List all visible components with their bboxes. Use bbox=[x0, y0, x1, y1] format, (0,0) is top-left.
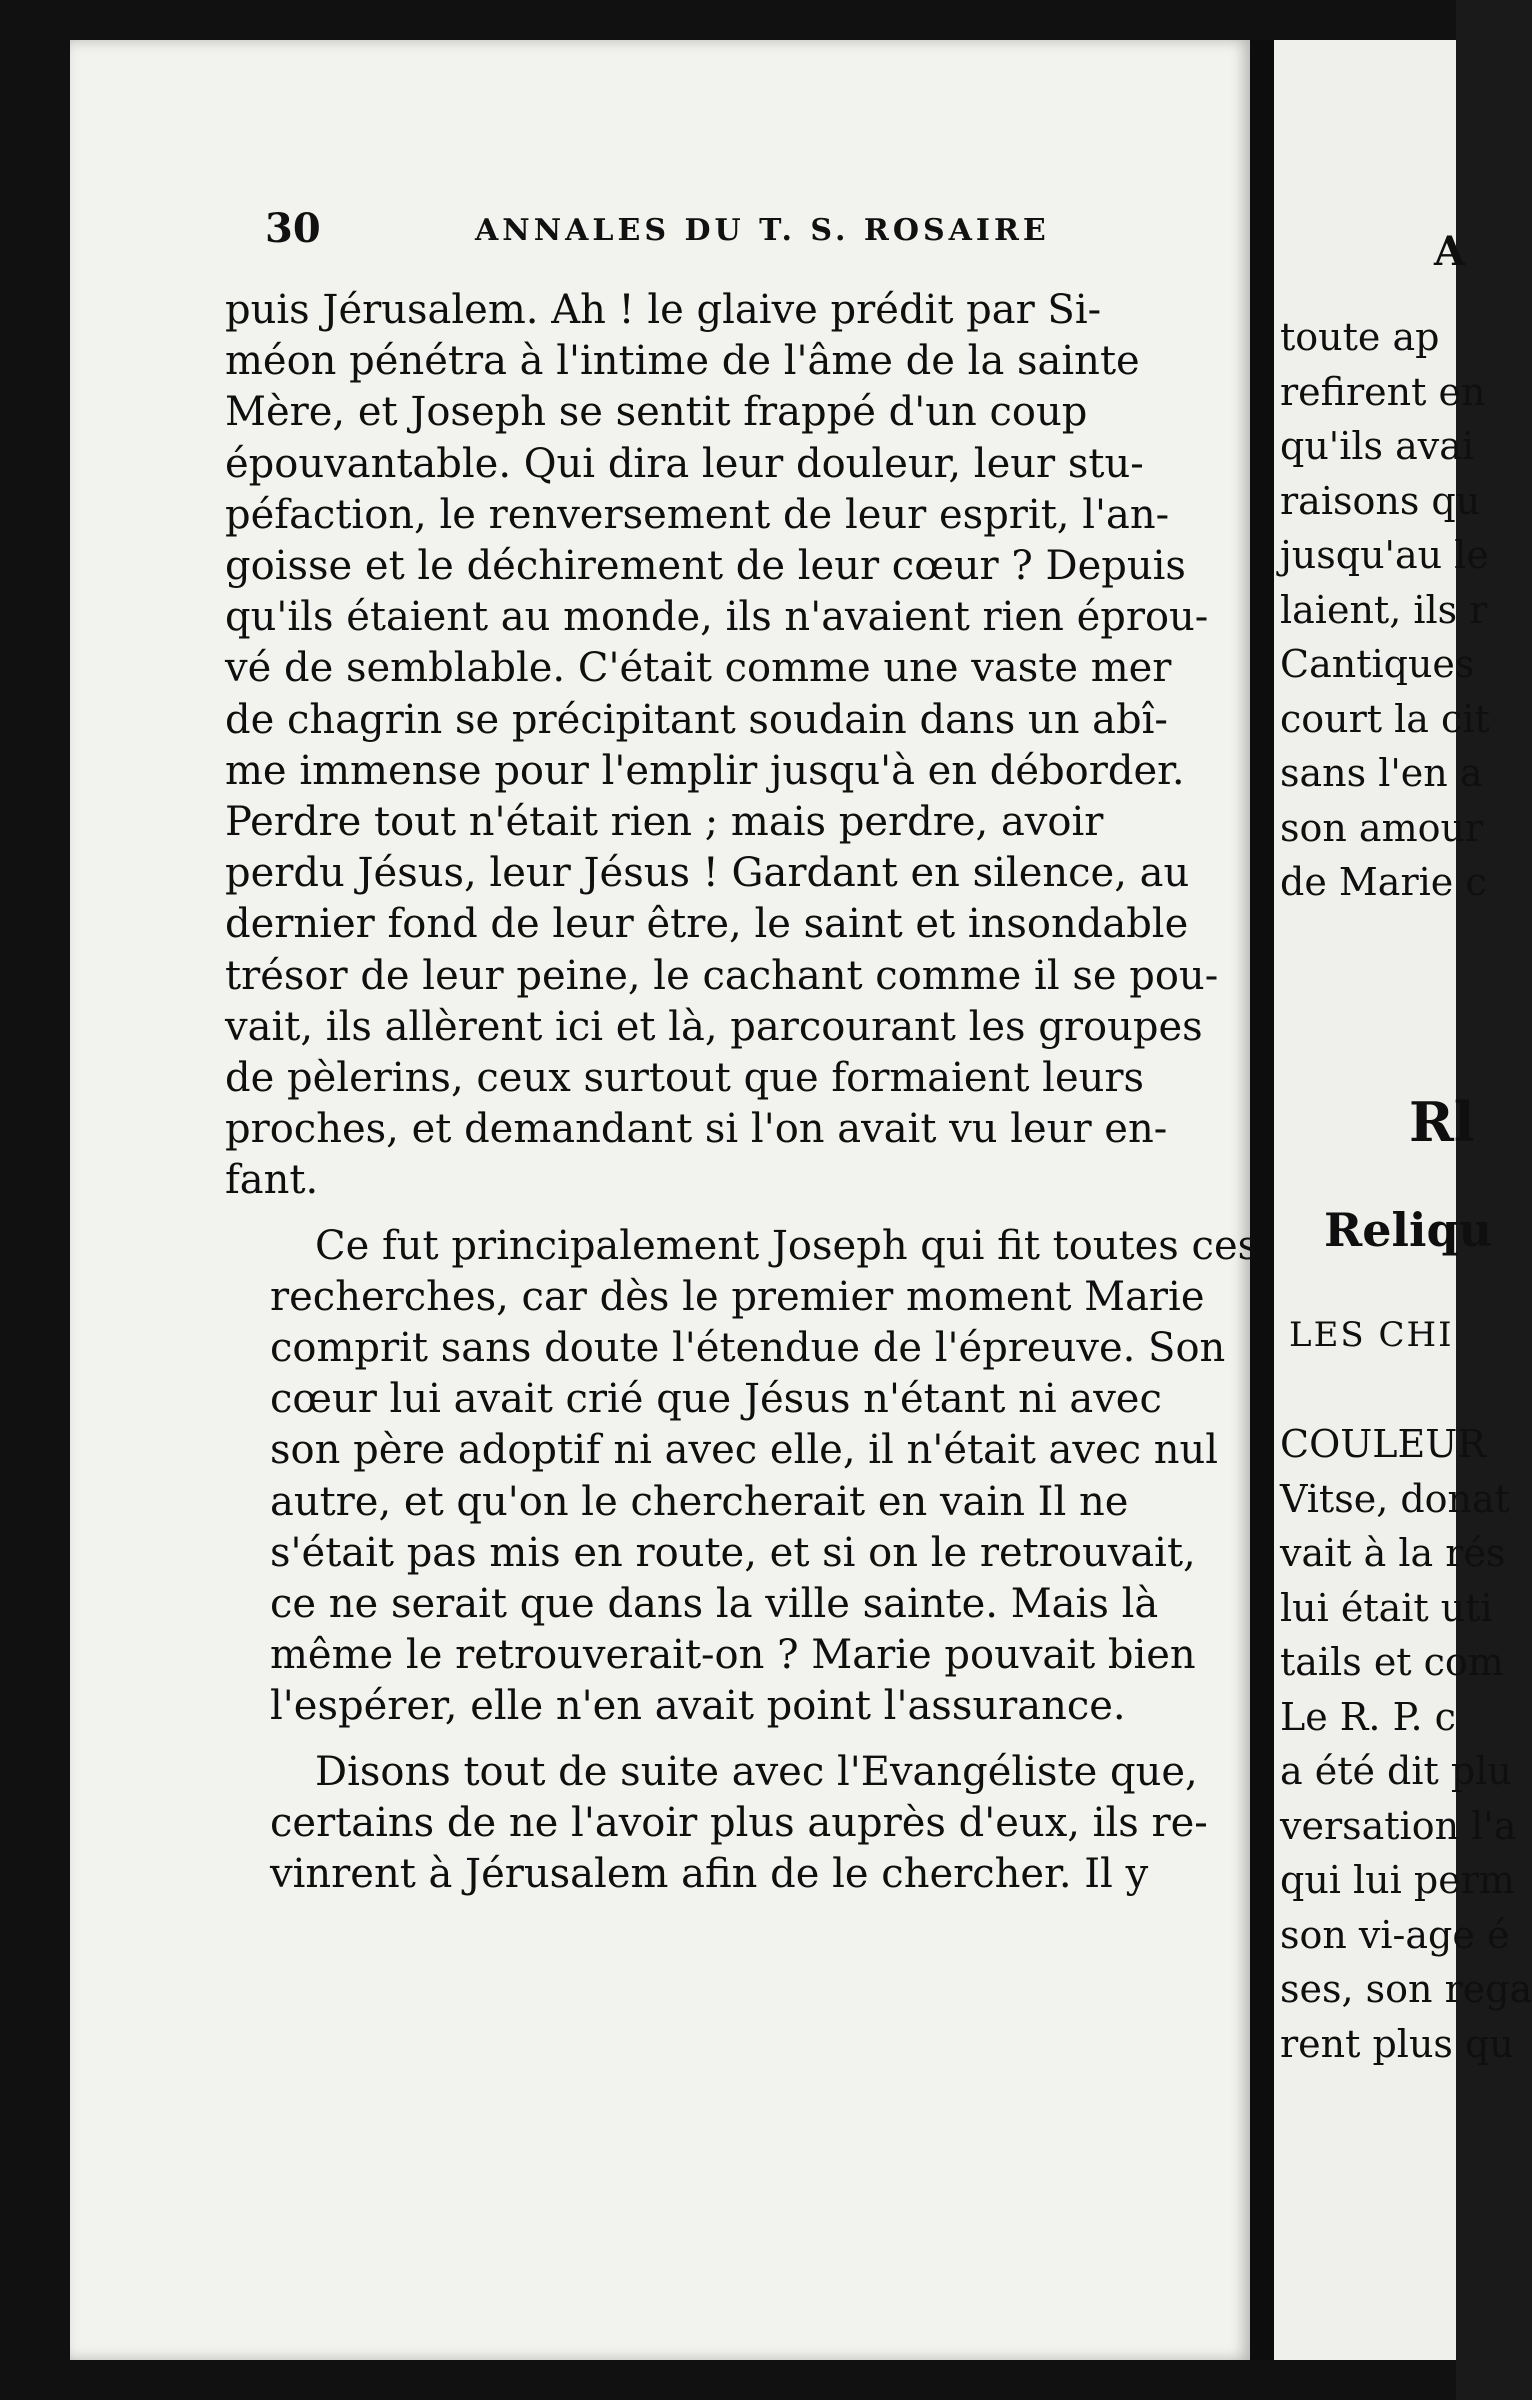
text-line: Mère, et Joseph se sentit frappé d'un coup bbox=[225, 389, 1088, 436]
text-line: vait, ils allèrent ici et là, parcourant les groupes bbox=[225, 1003, 1203, 1050]
section-subheading: Reliqu bbox=[1324, 1203, 1493, 1257]
text-line: tails et com bbox=[1280, 1640, 1504, 1684]
paragraph bbox=[225, 285, 1219, 1207]
paragraph bbox=[225, 1221, 1259, 1733]
text-line: lui était uti bbox=[1280, 1585, 1493, 1630]
text-line: sans l'en a bbox=[1280, 751, 1483, 795]
text-line: fant. bbox=[225, 1157, 319, 1204]
text-line: Ce fut principalement Joseph qui fit toutes ces bbox=[315, 1222, 1259, 1269]
text-line: autre, et qu'on le chercherait en vain Il ne bbox=[270, 1478, 1129, 1525]
right-page bbox=[1274, 40, 1532, 2360]
text-line: dernier fond de leur être, le saint et insondable bbox=[225, 901, 1189, 948]
text-line: trésor de leur peine, le cachant comme il se pou- bbox=[225, 952, 1219, 999]
section-heading: Rl bbox=[1409, 1090, 1475, 1154]
text-line: rent plus qu bbox=[1280, 2021, 1514, 2066]
text-line: ses, son rega bbox=[1280, 1967, 1532, 2011]
text-line: goisse et le déchirement de leur cœur ? Depuis bbox=[225, 543, 1186, 590]
section-caption: LES CHI bbox=[1289, 1315, 1454, 1355]
text-line: refirent en bbox=[1280, 369, 1486, 414]
text-line: perdu Jésus, leur Jésus ! Gardant en silence, au bbox=[225, 850, 1190, 897]
text-line: de Marie c bbox=[1280, 860, 1487, 904]
text-line: certains de ne l'avoir plus auprès d'eux, ils re- bbox=[270, 1799, 1208, 1846]
text-line: ce ne serait que dans la ville sainte. Mais là bbox=[270, 1581, 1159, 1628]
text-line: comprit sans doute l'étendue de l'épreuve. Son bbox=[270, 1325, 1226, 1372]
book-gutter bbox=[1250, 40, 1274, 2360]
text-line: vait à la rés bbox=[1280, 1531, 1506, 1575]
text-line: Le R. P. c bbox=[1280, 1694, 1456, 1739]
text-line: puis Jérusalem. Ah ! le glaive prédit par Si- bbox=[225, 287, 1102, 333]
text-line: vinrent à Jérusalem afin de le chercher. Il y bbox=[270, 1851, 1149, 1898]
paragraph bbox=[225, 1747, 1215, 1901]
running-title: ANNALES DU T. S. ROSAIRE bbox=[475, 213, 1050, 248]
text-line: de pèlerins, ceux surtout que formaient leurs bbox=[225, 1055, 1145, 1102]
text-line: Vitse, donat bbox=[1280, 1476, 1510, 1521]
text-line: qu'ils avai bbox=[1280, 424, 1475, 468]
text-line: me immense pour l'emplir jusqu'à en déborder. bbox=[225, 747, 1185, 794]
text-line: vé de semblable. C'était comme une vaste mer bbox=[225, 645, 1172, 692]
text-line: épouvantable. Qui dira leur douleur, leur stu- bbox=[225, 440, 1144, 487]
text-line: l'espérer, elle n'en avait point l'assurance. bbox=[270, 1683, 1126, 1730]
text-line: versation l'a bbox=[1280, 1803, 1517, 1848]
text-line: s'était pas mis en route, et si on le retrouvait, bbox=[270, 1529, 1196, 1576]
right-page-column bbox=[1274, 40, 1532, 2360]
text-line: court la cit bbox=[1280, 696, 1490, 741]
body-text bbox=[225, 285, 1259, 1914]
text-line: proches, et demandant si l'on avait vu leur en- bbox=[225, 1106, 1168, 1153]
text-line: son amour bbox=[1280, 805, 1484, 850]
text-line: de chagrin se précipitant soudain dans un abî- bbox=[225, 696, 1168, 743]
text-line: jusqu'au le bbox=[1280, 533, 1489, 577]
text-line: COULEUR bbox=[1280, 1422, 1486, 1466]
text-line: raisons qu bbox=[1280, 478, 1481, 523]
text-line: qu'ils étaient au monde, ils n'avaient rien éprou- bbox=[225, 594, 1209, 641]
text-line: son vi-age é bbox=[1280, 1912, 1510, 1957]
text-line: péfaction, le renversement de leur esprit, l'an- bbox=[225, 491, 1170, 538]
text-line: son père adoptif ni avec elle, il n'était avec nul bbox=[270, 1427, 1219, 1474]
right-running-head: A bbox=[1434, 228, 1466, 275]
text-line: toute ap bbox=[1280, 315, 1440, 359]
text-line: a été dit plu bbox=[1280, 1749, 1512, 1793]
text-line: recherches, car dès le premier moment Marie bbox=[270, 1273, 1205, 1320]
text-line: Disons tout de suite avec l'Evangéliste que, bbox=[315, 1748, 1198, 1795]
text-line: Cantiques bbox=[1280, 642, 1475, 686]
running-head bbox=[265, 205, 1165, 275]
text-line: cœur lui avait crié que Jésus n'étant ni avec bbox=[270, 1376, 1162, 1423]
text-line: méon pénétra à l'intime de l'âme de la sainte bbox=[225, 338, 1140, 385]
text-line: qui lui perm bbox=[1280, 1858, 1515, 1902]
text-line: Perdre tout n'était rien ; mais perdre, avoir bbox=[225, 799, 1104, 846]
text-line: laient, ils r bbox=[1280, 587, 1488, 632]
page-number: 30 bbox=[265, 205, 321, 252]
text-line: même le retrouverait-on ? Marie pouvait bien bbox=[270, 1632, 1196, 1679]
